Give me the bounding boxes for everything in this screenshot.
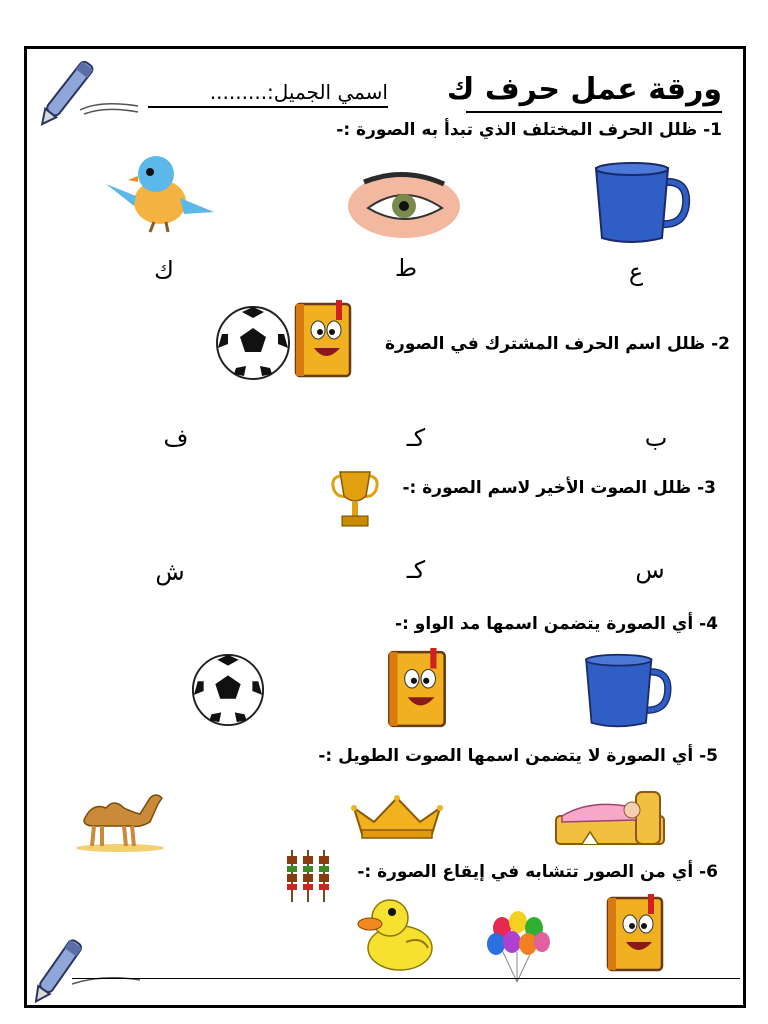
question-4: 4- أي الصورة يتضمن اسمها مد الواو :- <box>395 614 718 634</box>
soccer-ball-icon[interactable] <box>190 652 266 728</box>
question-2: 2- ظلل اسم الحرف المشترك في الصورة <box>385 334 730 354</box>
q3-letter-3[interactable]: ش <box>155 558 185 586</box>
pen-icon <box>40 56 140 122</box>
worksheet-title: ورقة عمل حرف ك <box>446 72 722 107</box>
duck-icon[interactable] <box>356 896 436 972</box>
footer-line <box>72 978 740 979</box>
book-icon[interactable] <box>384 648 450 730</box>
question-6: 6- أي من الصور تتشابه في إيقاع الصورة :- <box>357 862 718 882</box>
bed-icon[interactable] <box>552 786 668 850</box>
q1-letter-1[interactable]: ع <box>628 258 644 286</box>
bird-icon[interactable] <box>100 152 220 234</box>
book-icon[interactable] <box>600 894 670 974</box>
student-name-label: اسمي الجميل:......... <box>209 80 388 104</box>
soccer-ball-icon[interactable] <box>214 304 292 382</box>
name-underline <box>148 106 388 108</box>
balloons-icon[interactable] <box>482 910 552 984</box>
question-1: 1- ظلل الحرف المختلف الذي تبدأ به الصورة :- <box>336 120 722 140</box>
q1-letter-3[interactable]: ك <box>154 256 174 284</box>
book-icon[interactable] <box>292 300 354 380</box>
mug-icon[interactable] <box>576 652 676 730</box>
eye-icon[interactable] <box>346 168 462 240</box>
question-3: 3- ظلل الصوت الأخير لاسم الصورة :- <box>402 478 716 498</box>
q2-letter-2[interactable]: كـ <box>406 424 426 452</box>
pen-icon <box>32 934 142 998</box>
q3-letter-2[interactable]: كـ <box>406 556 426 584</box>
camel-icon[interactable] <box>70 788 170 852</box>
q3-letter-1[interactable]: س <box>635 556 665 584</box>
kebab-icon[interactable] <box>282 848 334 904</box>
q2-letter-1[interactable]: ب <box>644 424 668 452</box>
q1-letter-2[interactable]: ط <box>394 254 418 282</box>
mug-icon[interactable] <box>590 160 690 246</box>
question-5: 5- أي الصورة لا يتضمن اسمها الصوت الطويل :- <box>318 746 718 766</box>
q2-letter-3[interactable]: ف <box>163 424 189 452</box>
crown-icon[interactable] <box>350 794 444 840</box>
trophy-icon[interactable] <box>330 470 380 532</box>
title-underline <box>466 111 722 113</box>
